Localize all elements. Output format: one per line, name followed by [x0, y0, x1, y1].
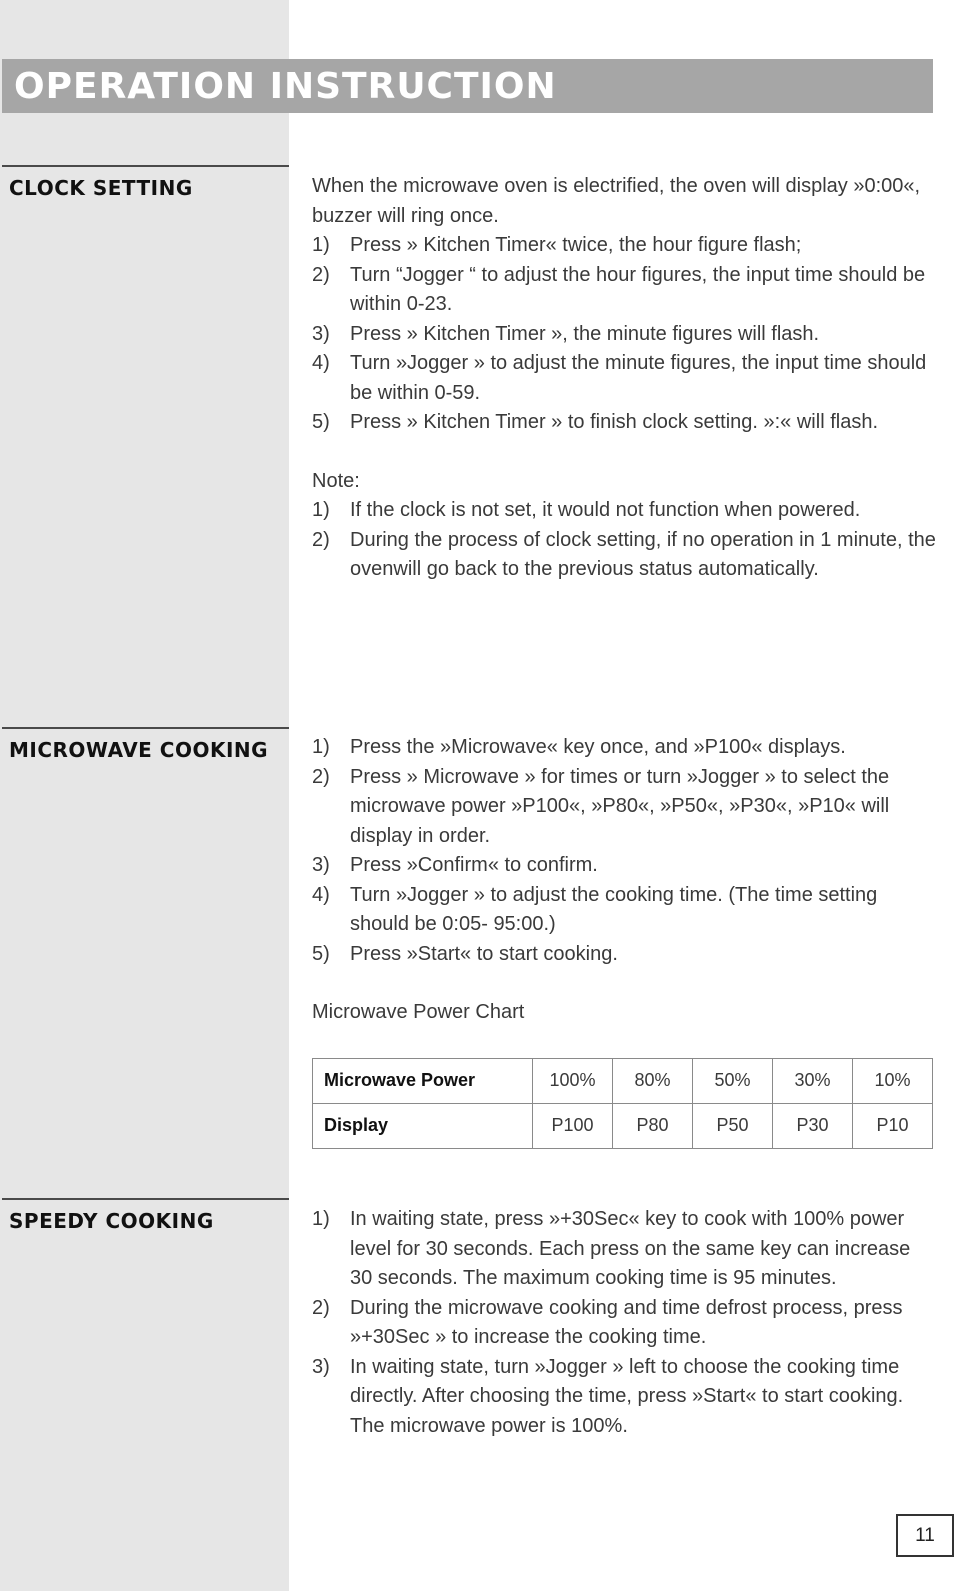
list-item: 1) Press the »Microwave« key once, and »P100« displays.: [312, 736, 846, 758]
power-chart-label: Microwave Power Chart: [312, 1001, 525, 1023]
list-item: 1) Press » Kitchen Timer« twice, the hour figure flash;: [312, 234, 802, 256]
list-item: 5) Press » Kitchen Timer » to finish clock setting. »:« will flash.: [312, 411, 878, 433]
table-cell: 100%: [533, 1058, 613, 1103]
list-item: 2) During the process of clock setting, if no operation in 1 minute, the ovenwill go back to the previous status automatically.: [312, 528, 936, 580]
table-cell: P80: [613, 1103, 693, 1148]
table-row: [313, 1058, 933, 1103]
list-item: 2) Press » Microwave » for times or turn »Jogger » to select the microwave power »P100«, »P80«, »P50«, »P30«, »P10« will display in order.: [312, 765, 890, 847]
row-header: Display: [313, 1103, 533, 1148]
section-divider: [2, 1198, 289, 1200]
table-cell: 50%: [693, 1058, 773, 1103]
list-item: 3) In waiting state, turn »Jogger » left to choose the cooking time directly. After choosing the time, press »Start« to start cooking. The microwave power is 100%.: [312, 1355, 904, 1437]
table-row: [313, 1103, 933, 1148]
list-item: 1) In waiting state, press »+30Sec« key to cook with 100% power level for 30 seconds. Each press on the same key can increase 30 seconds. The maximum cooking time is 95 minutes.: [312, 1208, 911, 1289]
list-item: 1) If the clock is not set, it would not function when powered.: [312, 499, 861, 521]
page-title: OPERATION INSTRUCTION: [14, 65, 557, 107]
table-cell: 80%: [613, 1058, 693, 1103]
list-item: 3) Press »Confirm« to confirm.: [312, 854, 598, 876]
section-divider: [2, 727, 289, 729]
list-item: 5) Press »Start« to start cooking.: [312, 942, 618, 965]
table-cell: P100: [533, 1103, 613, 1148]
table-cell: 10%: [853, 1058, 933, 1103]
clock-notes: [312, 496, 937, 585]
list-item: 3) Press » Kitchen Timer », the minute figures will flash.: [312, 322, 820, 345]
section-divider: [2, 165, 289, 167]
microwave-steps: [312, 733, 937, 969]
row-header: Microwave Power: [313, 1058, 533, 1103]
spacer: [312, 438, 937, 467]
table-cell: P50: [693, 1103, 773, 1148]
clock-setting-content: [312, 172, 937, 585]
list-item: 2) During the microwave cooking and time defrost process, press »+30Sec » to increase the cooking time.: [312, 1296, 903, 1348]
clock-steps: [312, 231, 937, 438]
power-table: [312, 1058, 933, 1149]
table-cell: P30: [773, 1103, 853, 1148]
table-cell: P10: [853, 1103, 933, 1148]
list-item: 4) Turn »Jogger » to adjust the minute figures, the input time should be within 0-59.: [312, 352, 927, 404]
clock-intro: When the microwave oven is electrified, the oven will display »0:00«, buzzer will ring once.: [312, 175, 921, 227]
section-title: CLOCK SETTING: [9, 176, 193, 200]
note-label: Note:: [312, 469, 360, 492]
list-item: 2) Turn “Jogger “ to adjust the hour figures, the input time should be within 0-23.: [312, 263, 926, 315]
table-cell: 30%: [773, 1058, 853, 1103]
microwave-cooking-content: [312, 733, 937, 1149]
speedy-steps: [312, 1205, 937, 1441]
section-title: SPEEDY COOKING: [9, 1209, 214, 1233]
spacer: [312, 969, 937, 998]
speedy-cooking-content: [312, 1205, 937, 1441]
list-item: 4) Turn »Jogger » to adjust the cooking time. (The time setting should be 0:05- 95:00.): [312, 883, 878, 935]
sidebar-background: [0, 0, 289, 1591]
section-title: MICROWAVE COOKING: [9, 738, 269, 762]
page-number: 11: [896, 1514, 954, 1557]
header-bar: [2, 59, 933, 113]
